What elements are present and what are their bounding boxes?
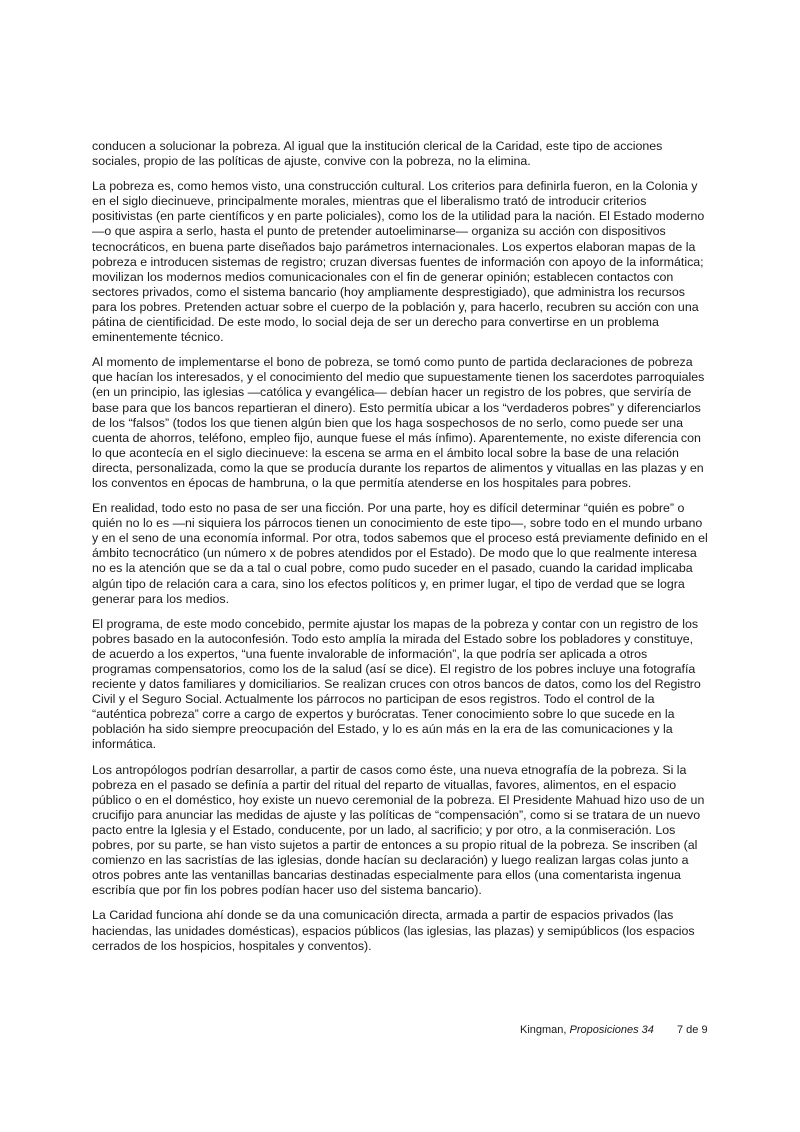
document-body	[92, 139, 708, 964]
paragraph-5: El programa, de este modo concebido, permite ajustar los mapas de la pobreza y contar con un registro de los pobres basado en la autoconfesión. Todo esto amplía la mirada del Estado sobre los pobladores y constituye, de acuerdo a los expertos, “una fuente invalorable de información”, la que podría ser aplicada a otros programas compensatorios, como los de la salud (así se dice). El registro de los pobres incluye una fotografía reciente y datos familiares y domiciliarios. Se realizan cruces con otros bancos de datos, como los del Registro Civil y el Seguro Social. Actualmente los párrocos no participan de esos registros. Todo el control de la “auténtica pobreza” corre a cargo de expertos y burócratas. Tener conocimiento sobre lo que sucede en la población ha sido siempre preocupación del Estado, y lo es aún más en la era de las comunicaciones y la informática.	[92, 616, 701, 752]
paragraph-3: Al momento de implementarse el bono de pobreza, se tomó como punto de partida declaraciones de pobreza que hacían los interesados, y el conocimiento del medio que supuestamente tienen los sacerdotes parroquiales (en un principio, las iglesias —católica y evangélica— debían hacer un registro de los pobres, que serviría de base para que los bancos repartieran el dinero). Esto permitía ubicar a los “verdaderos pobres” y diferenciarlos de los “falsos” (todos los que tienen algún bien que los haga sospechosos de no serlo, como puede ser una cuenta de ahorros, teléfono, empleo fijo, aunque fuese el más ínfimo). Aparentemente, no existe diferencia con lo que acontecía en el siglo diecinueve: la escena se arma en el ámbito local sobre la base de una relación directa, personalizada, como la que se producía durante los repartos de alimentos y vituallas en las plazas y en los conventos en épocas de hambruna, o la que permitía atenderse en los hospitales para pobres.	[92, 355, 705, 490]
paragraph-2: La pobreza es, como hemos visto, una construcción cultural. Los criterios para definirla fueron, en la Colonia y en el siglo diecinueve, principalmente morales, mientras que el liberalismo trató de introducir criterios positivistas (en parte científicos y en parte policiales), como los de la utilidad para la nación. El Estado moderno —o que aspira a serlo, hasta el punto de pretender autoeliminarse— organiza su acción con dispositivos tecnocráticos, en buena parte diseñados bajo parámetros internacionales. Los expertos elaboran mapas de la pobreza e introducen sistemas de registro; cruzan diversas fuentes de información con apoyo de la informática; movilizan los modernos medios comunicacionales con el fin de generar opinión; establecen contactos con sectores privados, como el sistema bancario (hoy ampliamente desprestigiado), que administra los recursos para los pobres. Pretenden actuar sobre el cuerpo de la población y, para hacerlo, recubren su acción con una pátina de cientificidad. De este modo, lo social deja de ser un derecho para convertirse en un problema eminentemente técnico.	[92, 179, 705, 345]
paragraph-4: En realidad, todo esto no pasa de ser una ficción. Por una parte, hoy es difícil determinar “quién es pobre” o quién no lo es —ni siquiera los párrocos tienen un conocimiento de este tipo—, sobre todo en el mundo urbano y en el seno de una economía informal. Por otra, todos sabemos que el proceso está previamente definido en el ámbito tecnocrático (un número x de pobres atendidos por el Estado). De modo que lo que realmente interesa no es la atención que se da a tal o cual pobre, como pudo suceder en el pasado, cuando la caridad implicaba algún tipo de relación cara a cara, sino los efectos políticos y, en primer lugar, el tipo de verdad que se logra generar para los medios.	[92, 501, 708, 606]
page-number: 7 de 9	[677, 1024, 708, 1036]
paragraph-1: conducen a solucionar la pobreza. Al igual que la institución clerical de la Caridad, este tipo de acciones sociales, propio de las políticas de ajuste, convive con la pobreza, no la elimina.	[92, 139, 663, 169]
footer-journal: Proposiciones 34	[569, 1024, 654, 1036]
paragraph-6: Los antropólogos podrían desarrollar, a partir de casos como éste, una nueva etnografía de la pobreza. Si la pobreza en el pasado se definía a partir del ritual del reparto de vituallas, favores, alimentos, en el espacio público o en el doméstico, hoy existe un nuevo ceremonial de la pobreza. El Presidente Mahuad hizo uso de un crucifijo para anunciar las medidas de ajuste y las políticas de “compensación”, como si se tratara de un nuevo pacto entre la Iglesia y el Estado, conducente, por un lado, al sacrificio; y por otro, a la conmiseración. Los pobres, por su parte, se han visto sujetos a partir de entonces a su propio ritual de la pobreza. Se inscriben (al comienzo en las sacristías de las iglesias, donde hacían su declaración) y luego realizan largas colas junto a otros pobres ante las ventanillas bancarias destinadas especialmente para ellos (una comentarista ingenua escribía que por fin los pobres podían hacer uso del sistema bancario).	[92, 762, 705, 898]
page-footer	[520, 1023, 710, 1037]
footer-author: Kingman,	[520, 1024, 570, 1036]
paragraph-7: La Caridad funciona ahí donde se da una comunicación directa, armada a partir de espacios privados (las haciendas, las unidades domésticas), espacios públicos (las iglesias, las plazas) y semipúblicos (los espacios cerrados de los hospicios, hospitales y conventos).	[92, 908, 695, 953]
